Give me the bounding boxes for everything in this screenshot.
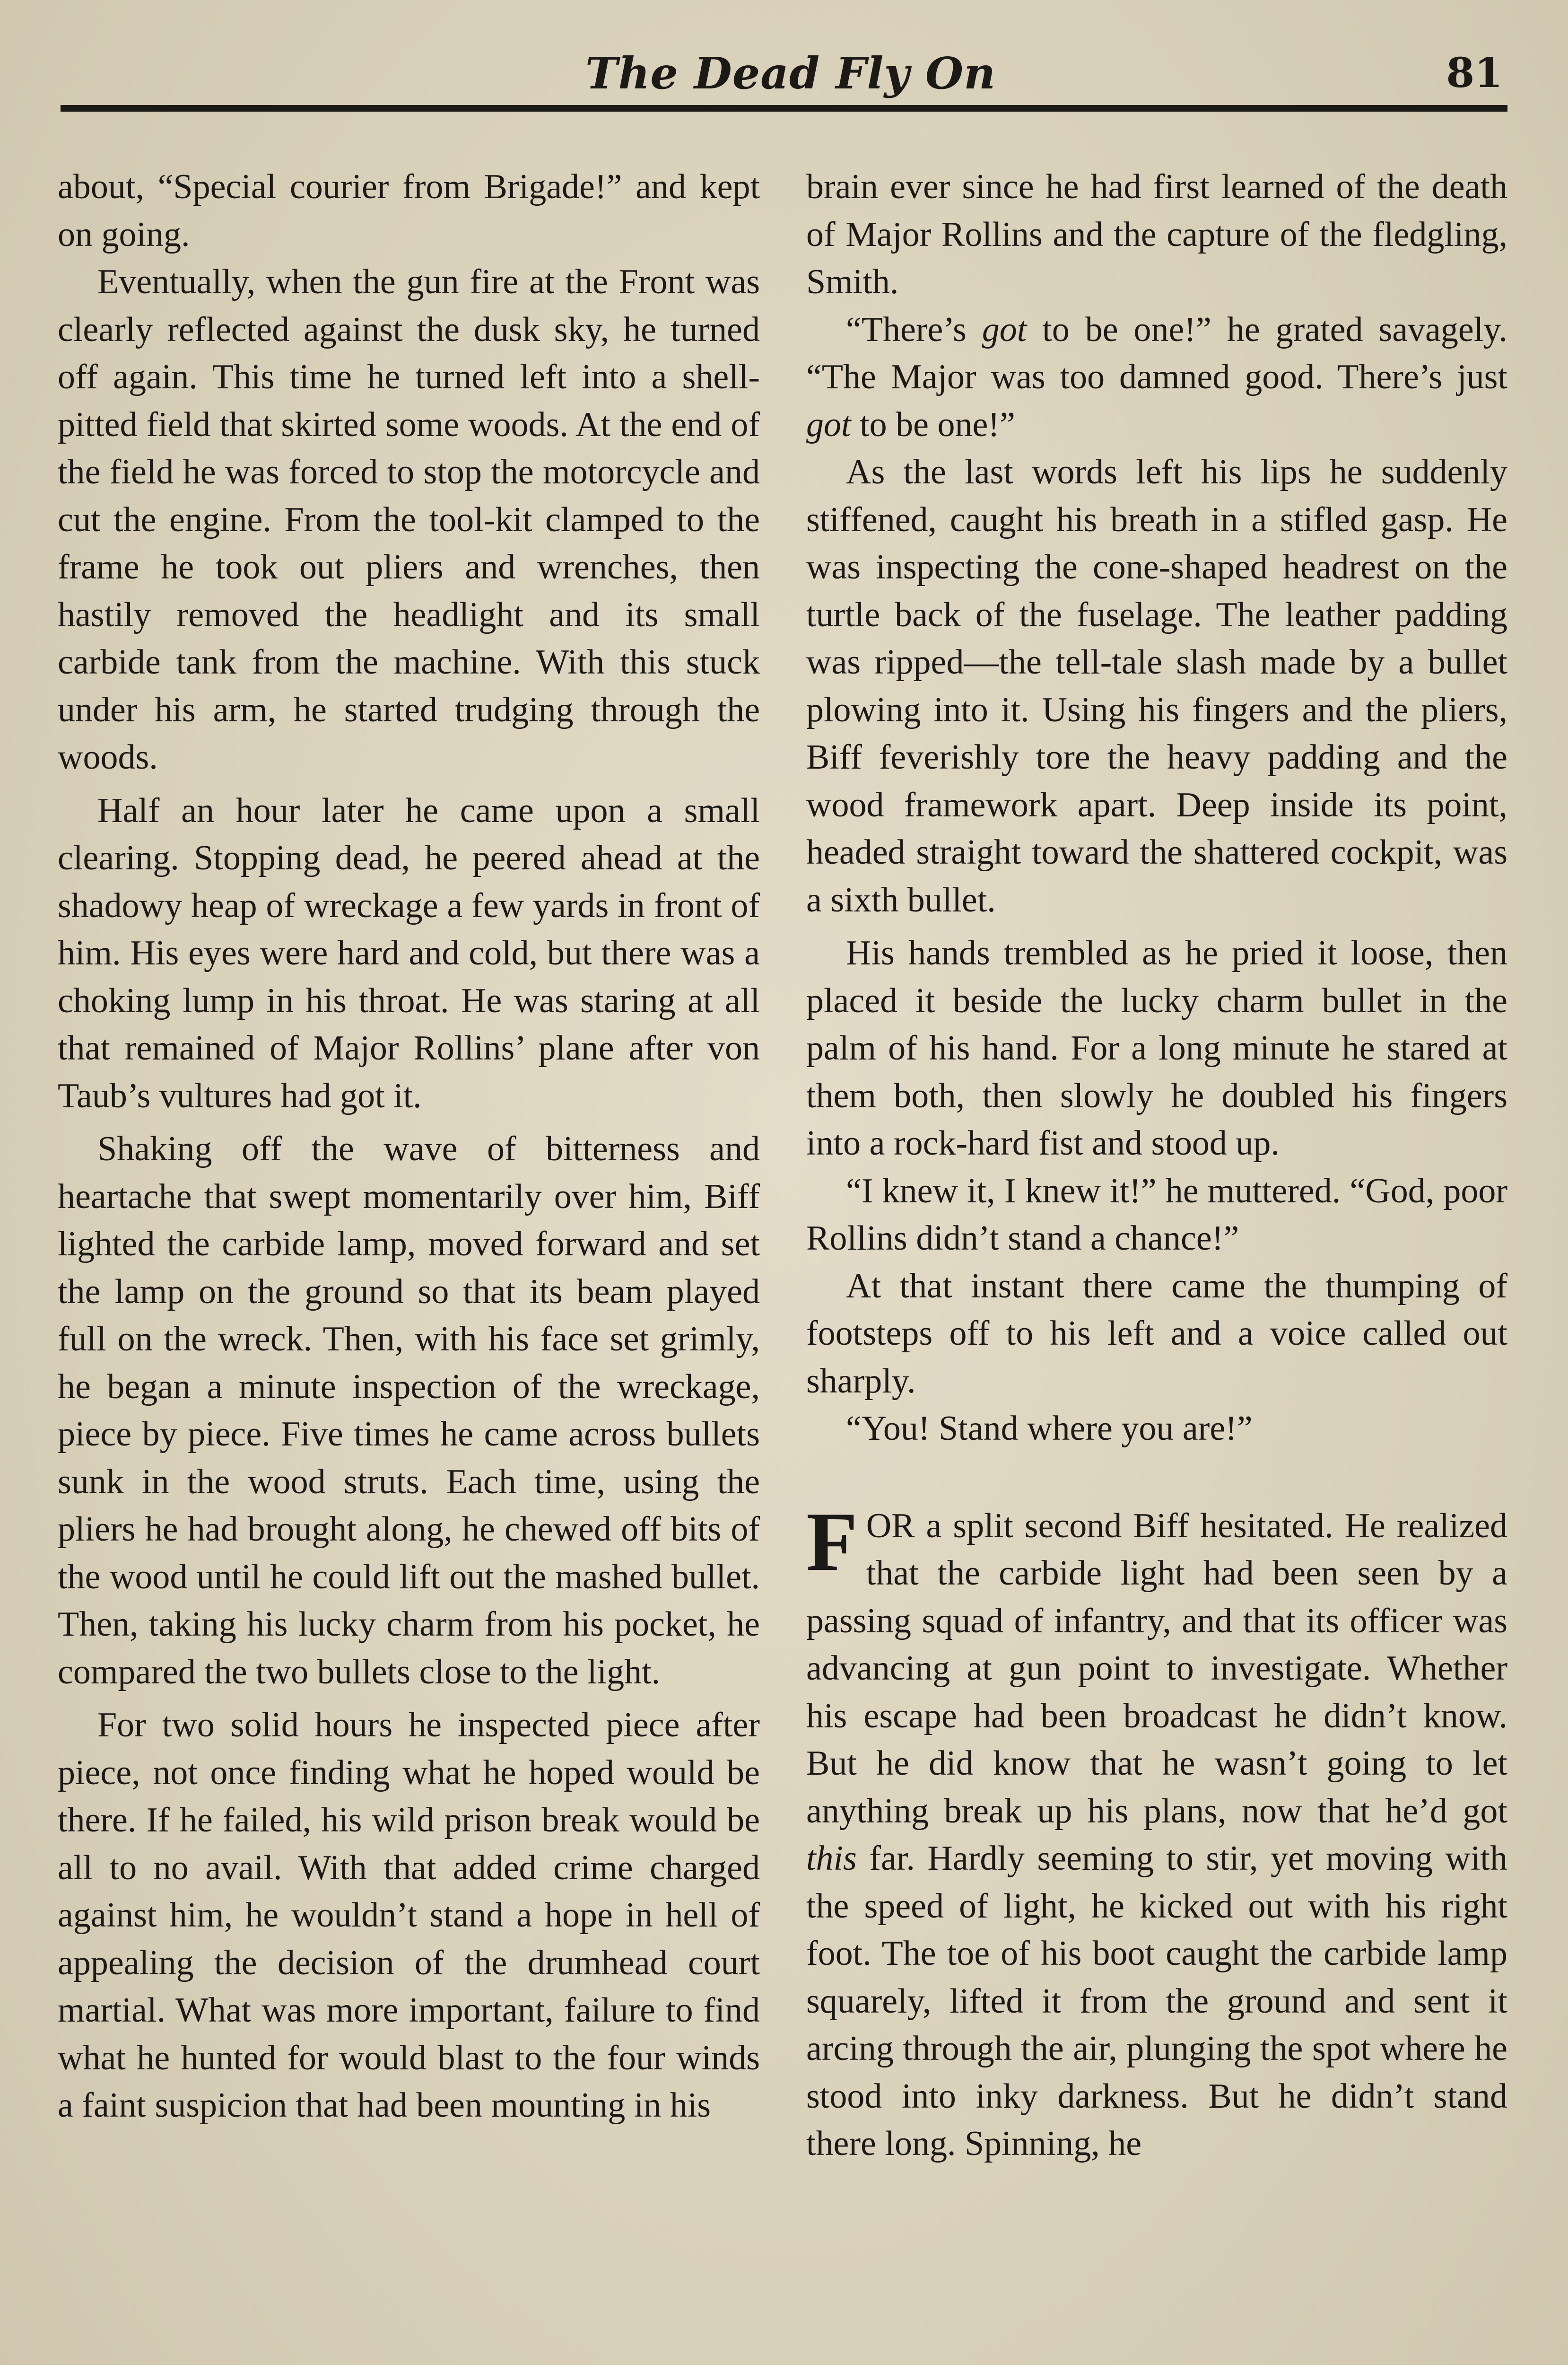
header-rule (61, 105, 1507, 112)
text-run: to be one!” (851, 405, 1015, 444)
text-run: to be one!” he grated savagely. “The Major was too damned good. There’s just (806, 310, 1507, 396)
text-run: a split second Biff hesitated. He realized that the carbide light had been seen by a passing squad of infantry, and that its officer was advancing at gun point to investigate. Whether his escape had been broadcast he didn’t know. But he did know that he wasn’t going to let anything break up his plans, now that he’d got (806, 1506, 1507, 1831)
emphasis: this (806, 1839, 857, 1878)
emphasis: got (982, 310, 1027, 349)
text-run: far. Hardly seeming to stir, yet moving with the speed of light, he kicked out with his right foot. The toe of his boot caught the carbide lamp squarely, lifted it from the ground and sent it arcing through the air, plunging the spot where he stood into inky darkness. But he didn’t stand there long. Spinning, he (806, 1839, 1507, 2163)
right-column (806, 163, 1507, 2168)
paragraph: “You! Stand where you are!” (846, 1409, 1253, 1448)
paragraph: about, “Special courier from Brigade!” and kept on going. (58, 167, 760, 254)
emphasis: got (806, 405, 851, 444)
left-column (58, 163, 760, 2129)
small-caps-run: OR (866, 1506, 915, 1545)
paragraph: As the last words left his lips he suddenly stiffened, caught his breath in a stifled gasp. He was inspecting the cone-shaped headrest on the turtle back of the fuselage. The leather padding was ripped—the tell-tale slash made by a bullet plowing into it. Using his fingers and the pliers, Biff feverishly tore the heavy padding and the wood framework apart. Deep inside its point, headed straight toward the shattered cockpit, was a sixth bullet. (806, 453, 1507, 920)
paragraph: Shaking off the wave of bitterness and heartache that swept momentarily over him, Biff lighted the carbide lamp, moved forward and set the lamp on the ground so that its beam played full on the wreck. Then, with his face set grimly, he began a minute inspection of the wreckage, piece by piece. Five times he came across bullets sunk in the wood struts. Each time, using the pliers he had brought along, he chewed off bits of the wood until he could lift out the mashed bullet. Then, taking his lucky charm from his pocket, he compared the two bullets close to the light. (58, 1130, 760, 1691)
paragraph: Half an hour later he came upon a small clearing. Stopping dead, he peered ahead at the shadowy heap of wreckage a few yards in front of him. His eyes were hard and cold, but there was a choking lump in his throat. He was staring at all that remained of Major Rollins’ plane after von Taub’s vultures had got it. (58, 791, 760, 1115)
running-title: The Dead Fly On (585, 48, 996, 99)
paragraph: Eventually, when the gun fire at the Front was clearly reflected against the dusk sky, he turned off again. This time he turned left into a shell-pitted field that skirted some woods. At the end of the field he was forced to stop the motorcycle and cut the engine. From the tool-kit clamped to the frame he took out pliers and wrenches, then hastily removed the headlight and its small carbide tank from the machine. With this stuck under his arm, he started trudging through the woods. (58, 263, 760, 777)
paragraph: brain ever since he had first learned of the death of Major Rollins and the capture of the fledgling, Smith. (806, 167, 1507, 301)
paragraph: At that instant there came the thumping of footsteps off to his left and a voice called out sharply. (806, 1266, 1507, 1401)
paragraph: “I knew it, I knew it!” he muttered. “God, poor Rollins didn’t stand a chance!” (806, 1171, 1507, 1258)
page-number: 81 (1446, 49, 1503, 97)
section-opening-paragraph (806, 1494, 1507, 2168)
running-header (61, 43, 1507, 104)
paragraph (806, 306, 1507, 449)
text-run: “There’s (846, 310, 982, 349)
paragraph: His hands trembled as he pried it loose, then placed it beside the lucky charm bullet in the palm of his hand. For a long minute he stared at them both, then slowly he doubled his fingers into a rock-hard fist and stood up. (806, 934, 1507, 1163)
drop-cap: F (806, 1494, 858, 1588)
paragraph: For two solid hours he inspected piece after piece, not once finding what he hoped would be there. If he failed, his wild prison break would be all to no avail. With that added crime charged against him, he wouldn’t stand a hope in hell of appealing the decision of the drumhead court martial. What was more important, failure to find what he hunted for would blast to the four winds a faint suspicion that had been mounting in his (58, 1706, 760, 2125)
